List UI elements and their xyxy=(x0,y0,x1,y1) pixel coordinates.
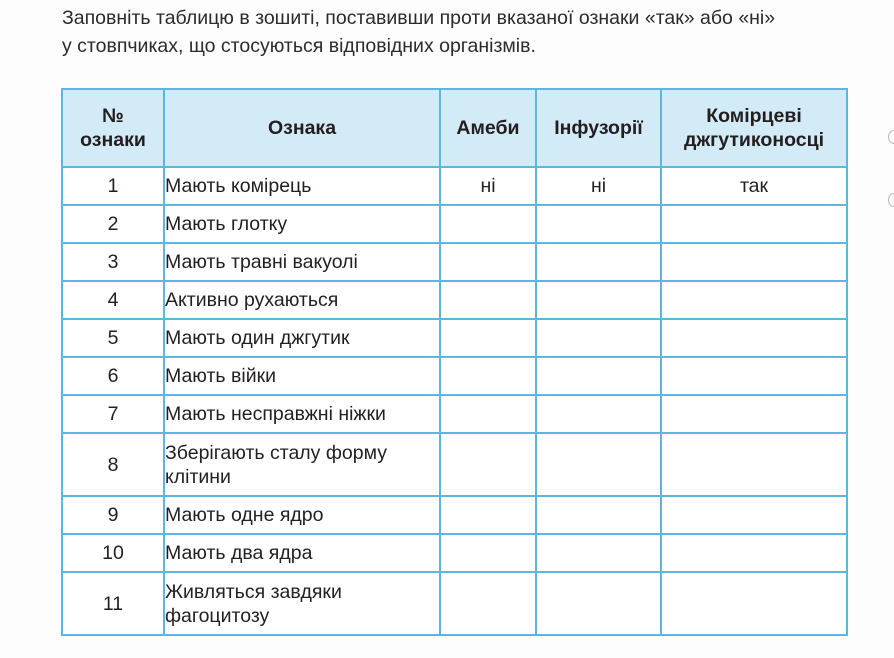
table-row xyxy=(62,319,847,357)
cell-amoebae xyxy=(440,395,536,433)
table-row xyxy=(62,357,847,395)
table-row xyxy=(62,395,847,433)
cell-infusoria xyxy=(536,243,661,281)
cell-infusoria: ні xyxy=(536,167,661,205)
task-instruction xyxy=(62,4,882,60)
row-number: 7 xyxy=(62,395,164,433)
cell-collared xyxy=(661,572,847,635)
table-row xyxy=(62,167,847,205)
cell-infusoria xyxy=(536,395,661,433)
row-number: 3 xyxy=(62,243,164,281)
margin-binding-mark xyxy=(888,193,894,207)
row-feature: Мають два ядра xyxy=(164,534,440,572)
table-row xyxy=(62,433,847,496)
row-feature-line-1: Живляться завдяки xyxy=(165,580,342,603)
cell-amoebae xyxy=(440,281,536,319)
table-row xyxy=(62,496,847,534)
cell-amoebae xyxy=(440,572,536,635)
row-feature: Мають глотку xyxy=(164,205,440,243)
row-feature-line-2: клітини xyxy=(165,465,231,488)
cell-collared xyxy=(661,357,847,395)
row-feature: Мають несправжні ніжки xyxy=(164,395,440,433)
instruction-line-1: Заповніть таблицю в зошиті, поставивши проти вказаної ознаки «так» або «ні» xyxy=(62,7,776,29)
cell-infusoria xyxy=(536,572,661,635)
cell-amoebae xyxy=(440,243,536,281)
row-feature: Мають один джгутик xyxy=(164,319,440,357)
header-collared-line-1: Комірцеві xyxy=(706,105,802,127)
cell-amoebae xyxy=(440,433,536,496)
cell-infusoria xyxy=(536,357,661,395)
row-number: 11 xyxy=(62,572,164,635)
cell-collared: так xyxy=(661,167,847,205)
header-collared-flagellates xyxy=(661,89,847,167)
row-number: 5 xyxy=(62,319,164,357)
header-feature: Ознака xyxy=(164,89,440,167)
row-number: 4 xyxy=(62,281,164,319)
table-row xyxy=(62,534,847,572)
row-feature xyxy=(164,572,440,635)
cell-amoebae xyxy=(440,205,536,243)
margin-binding-mark xyxy=(888,130,894,144)
table-header-row xyxy=(62,89,847,167)
cell-amoebae: ні xyxy=(440,167,536,205)
row-feature xyxy=(164,433,440,496)
cell-infusoria xyxy=(536,205,661,243)
row-feature: Мають одне ядро xyxy=(164,496,440,534)
row-feature-line-1: Зберігають сталу форму xyxy=(165,441,387,464)
row-feature: Мають комірець xyxy=(164,167,440,205)
cell-amoebae xyxy=(440,534,536,572)
row-number: 9 xyxy=(62,496,164,534)
row-feature: Мають травні вакуолі xyxy=(164,243,440,281)
cell-collared xyxy=(661,534,847,572)
table-row xyxy=(62,572,847,635)
row-number: 6 xyxy=(62,357,164,395)
header-amoebae: Амеби xyxy=(440,89,536,167)
row-number: 8 xyxy=(62,433,164,496)
row-feature: Активно рухаються xyxy=(164,281,440,319)
cell-infusoria xyxy=(536,433,661,496)
instruction-line-2: у стовпчиках, що стосуються відповідних організмів. xyxy=(62,35,536,57)
header-collared-line-2: джгутиконосці xyxy=(683,129,825,151)
row-number: 10 xyxy=(62,534,164,572)
cell-collared xyxy=(661,395,847,433)
cell-amoebae xyxy=(440,357,536,395)
row-feature: Мають війки xyxy=(164,357,440,395)
table-row xyxy=(62,243,847,281)
cell-infusoria xyxy=(536,496,661,534)
header-number xyxy=(62,89,164,167)
row-number: 2 xyxy=(62,205,164,243)
header-number-label: ознаки xyxy=(80,129,146,151)
row-number: 1 xyxy=(62,167,164,205)
cell-collared xyxy=(661,205,847,243)
cell-infusoria xyxy=(536,534,661,572)
cell-collared xyxy=(661,319,847,357)
row-feature-line-2: фагоцитозу xyxy=(165,604,270,627)
features-table xyxy=(61,88,848,636)
cell-collared xyxy=(661,433,847,496)
cell-amoebae xyxy=(440,496,536,534)
cell-amoebae xyxy=(440,319,536,357)
cell-collared xyxy=(661,243,847,281)
table-row xyxy=(62,281,847,319)
table-row xyxy=(62,205,847,243)
cell-collared xyxy=(661,496,847,534)
cell-collared xyxy=(661,281,847,319)
cell-infusoria xyxy=(536,319,661,357)
header-infusoria: Інфузорії xyxy=(536,89,661,167)
cell-infusoria xyxy=(536,281,661,319)
header-number-symbol: № xyxy=(102,105,124,127)
